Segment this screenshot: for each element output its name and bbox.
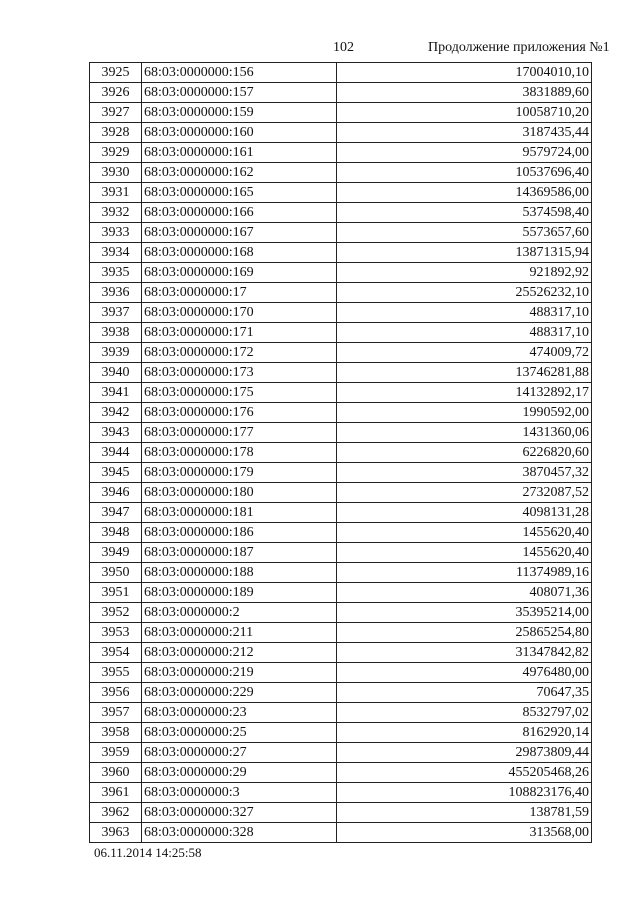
row-number-cell: 3932 (90, 203, 142, 223)
cadastral-number-cell: 68:03:0000000:157 (142, 83, 337, 103)
row-number-cell: 3928 (90, 123, 142, 143)
cadastral-number-cell: 68:03:0000000:172 (142, 343, 337, 363)
value-cell: 1455620,40 (337, 523, 592, 543)
value-cell: 313568,00 (337, 823, 592, 843)
table-row (90, 143, 592, 163)
cadastral-number-cell: 68:03:0000000:187 (142, 543, 337, 563)
cadastral-number-cell: 68:03:0000000:27 (142, 743, 337, 763)
table-row (90, 523, 592, 543)
value-cell: 488317,10 (337, 303, 592, 323)
row-number-cell: 3950 (90, 563, 142, 583)
value-cell: 3187435,44 (337, 123, 592, 143)
continuation-caption: Продолжение приложения №1 (428, 40, 610, 55)
row-number-cell: 3948 (90, 523, 142, 543)
table-row (90, 163, 592, 183)
row-number-cell: 3960 (90, 763, 142, 783)
value-cell: 455205468,26 (337, 763, 592, 783)
cadastral-number-cell: 68:03:0000000:169 (142, 263, 337, 283)
table-row (90, 583, 592, 603)
cadastral-number-cell: 68:03:0000000:165 (142, 183, 337, 203)
row-number-cell: 3947 (90, 503, 142, 523)
table-row (90, 203, 592, 223)
table-row (90, 743, 592, 763)
table-row (90, 343, 592, 363)
value-cell: 408071,36 (337, 583, 592, 603)
cadastral-number-cell: 68:03:0000000:178 (142, 443, 337, 463)
table-row (90, 383, 592, 403)
value-cell: 31347842,82 (337, 643, 592, 663)
value-cell: 29873809,44 (337, 743, 592, 763)
row-number-cell: 3931 (90, 183, 142, 203)
row-number-cell: 3929 (90, 143, 142, 163)
row-number-cell: 3944 (90, 443, 142, 463)
value-cell: 3831889,60 (337, 83, 592, 103)
value-cell: 488317,10 (337, 323, 592, 343)
table-row (90, 783, 592, 803)
table-row (90, 243, 592, 263)
table-row (90, 723, 592, 743)
cadastral-number-cell: 68:03:0000000:180 (142, 483, 337, 503)
row-number-cell: 3954 (90, 643, 142, 663)
value-cell: 17004010,10 (337, 63, 592, 83)
table-row (90, 63, 592, 83)
value-cell: 8162920,14 (337, 723, 592, 743)
row-number-cell: 3937 (90, 303, 142, 323)
cadastral-number-cell: 68:03:0000000:2 (142, 603, 337, 623)
cadastral-number-cell: 68:03:0000000:328 (142, 823, 337, 843)
table-row (90, 703, 592, 723)
page-number: 102 (333, 40, 354, 55)
cadastral-number-cell: 68:03:0000000:166 (142, 203, 337, 223)
cadastral-number-cell: 68:03:0000000:175 (142, 383, 337, 403)
value-cell: 1431360,06 (337, 423, 592, 443)
row-number-cell: 3956 (90, 683, 142, 703)
value-cell: 25526232,10 (337, 283, 592, 303)
row-number-cell: 3943 (90, 423, 142, 443)
print-timestamp: 06.11.2014 14:25:58 (94, 845, 202, 860)
row-number-cell: 3930 (90, 163, 142, 183)
table-row (90, 443, 592, 463)
cadastral-number-cell: 68:03:0000000:181 (142, 503, 337, 523)
table-body (90, 63, 592, 843)
row-number-cell: 3952 (90, 603, 142, 623)
row-number-cell: 3949 (90, 543, 142, 563)
row-number-cell: 3941 (90, 383, 142, 403)
value-cell: 4098131,28 (337, 503, 592, 523)
cadastral-number-cell: 68:03:0000000:171 (142, 323, 337, 343)
cadastral-number-cell: 68:03:0000000:176 (142, 403, 337, 423)
cadastral-number-cell: 68:03:0000000:3 (142, 783, 337, 803)
row-number-cell: 3958 (90, 723, 142, 743)
value-cell: 921892,92 (337, 263, 592, 283)
row-number-cell: 3934 (90, 243, 142, 263)
cadastral-number-cell: 68:03:0000000:186 (142, 523, 337, 543)
value-cell: 13746281,88 (337, 363, 592, 383)
table-row (90, 623, 592, 643)
cadastral-number-cell: 68:03:0000000:177 (142, 423, 337, 443)
row-number-cell: 3957 (90, 703, 142, 723)
cadastral-number-cell: 68:03:0000000:170 (142, 303, 337, 323)
cadastral-number-cell: 68:03:0000000:212 (142, 643, 337, 663)
table-row (90, 503, 592, 523)
row-number-cell: 3939 (90, 343, 142, 363)
row-number-cell: 3926 (90, 83, 142, 103)
value-cell: 474009,72 (337, 343, 592, 363)
value-cell: 4976480,00 (337, 663, 592, 683)
row-number-cell: 3927 (90, 103, 142, 123)
row-number-cell: 3942 (90, 403, 142, 423)
row-number-cell: 3946 (90, 483, 142, 503)
table-row (90, 663, 592, 683)
value-cell: 70647,35 (337, 683, 592, 703)
table-row (90, 463, 592, 483)
table-row (90, 683, 592, 703)
cadastral-value-table (89, 62, 592, 843)
table-row (90, 103, 592, 123)
value-cell: 11374989,16 (337, 563, 592, 583)
row-number-cell: 3940 (90, 363, 142, 383)
cadastral-number-cell: 68:03:0000000:162 (142, 163, 337, 183)
value-cell: 10537696,40 (337, 163, 592, 183)
cadastral-number-cell: 68:03:0000000:188 (142, 563, 337, 583)
table-row (90, 403, 592, 423)
table-row (90, 183, 592, 203)
value-cell: 2732087,52 (337, 483, 592, 503)
cadastral-number-cell: 68:03:0000000:211 (142, 623, 337, 643)
cadastral-number-cell: 68:03:0000000:29 (142, 763, 337, 783)
cadastral-number-cell: 68:03:0000000:160 (142, 123, 337, 143)
row-number-cell: 3936 (90, 283, 142, 303)
row-number-cell: 3935 (90, 263, 142, 283)
row-number-cell: 3951 (90, 583, 142, 603)
value-cell: 108823176,40 (337, 783, 592, 803)
row-number-cell: 3961 (90, 783, 142, 803)
value-cell: 1455620,40 (337, 543, 592, 563)
table-row (90, 223, 592, 243)
row-number-cell: 3945 (90, 463, 142, 483)
table-row (90, 363, 592, 383)
table-row (90, 423, 592, 443)
cadastral-number-cell: 68:03:0000000:23 (142, 703, 337, 723)
value-cell: 138781,59 (337, 803, 592, 823)
value-cell: 35395214,00 (337, 603, 592, 623)
value-cell: 8532797,02 (337, 703, 592, 723)
cadastral-number-cell: 68:03:0000000:159 (142, 103, 337, 123)
table-row (90, 283, 592, 303)
cadastral-number-cell: 68:03:0000000:179 (142, 463, 337, 483)
table-row (90, 763, 592, 783)
table-row (90, 803, 592, 823)
value-cell: 10058710,20 (337, 103, 592, 123)
value-cell: 14132892,17 (337, 383, 592, 403)
table-row (90, 263, 592, 283)
table-row (90, 563, 592, 583)
cadastral-number-cell: 68:03:0000000:17 (142, 283, 337, 303)
cadastral-number-cell: 68:03:0000000:168 (142, 243, 337, 263)
cadastral-number-cell: 68:03:0000000:219 (142, 663, 337, 683)
row-number-cell: 3925 (90, 63, 142, 83)
cadastral-number-cell: 68:03:0000000:161 (142, 143, 337, 163)
value-cell: 5374598,40 (337, 203, 592, 223)
row-number-cell: 3955 (90, 663, 142, 683)
value-cell: 6226820,60 (337, 443, 592, 463)
cadastral-number-cell: 68:03:0000000:167 (142, 223, 337, 243)
value-cell: 14369586,00 (337, 183, 592, 203)
cadastral-number-cell: 68:03:0000000:173 (142, 363, 337, 383)
value-cell: 3870457,32 (337, 463, 592, 483)
cadastral-number-cell: 68:03:0000000:229 (142, 683, 337, 703)
row-number-cell: 3933 (90, 223, 142, 243)
value-cell: 1990592,00 (337, 403, 592, 423)
row-number-cell: 3959 (90, 743, 142, 763)
value-cell: 13871315,94 (337, 243, 592, 263)
table-row (90, 603, 592, 623)
table-row (90, 303, 592, 323)
cadastral-number-cell: 68:03:0000000:189 (142, 583, 337, 603)
cadastral-number-cell: 68:03:0000000:25 (142, 723, 337, 743)
cadastral-number-cell: 68:03:0000000:156 (142, 63, 337, 83)
table-row (90, 123, 592, 143)
row-number-cell: 3963 (90, 823, 142, 843)
value-cell: 5573657,60 (337, 223, 592, 243)
table-row (90, 543, 592, 563)
value-cell: 25865254,80 (337, 623, 592, 643)
table-row (90, 323, 592, 343)
table-row (90, 823, 592, 843)
table-row (90, 643, 592, 663)
row-number-cell: 3953 (90, 623, 142, 643)
cadastral-number-cell: 68:03:0000000:327 (142, 803, 337, 823)
row-number-cell: 3962 (90, 803, 142, 823)
value-cell: 9579724,00 (337, 143, 592, 163)
table-row (90, 83, 592, 103)
table-row (90, 483, 592, 503)
row-number-cell: 3938 (90, 323, 142, 343)
